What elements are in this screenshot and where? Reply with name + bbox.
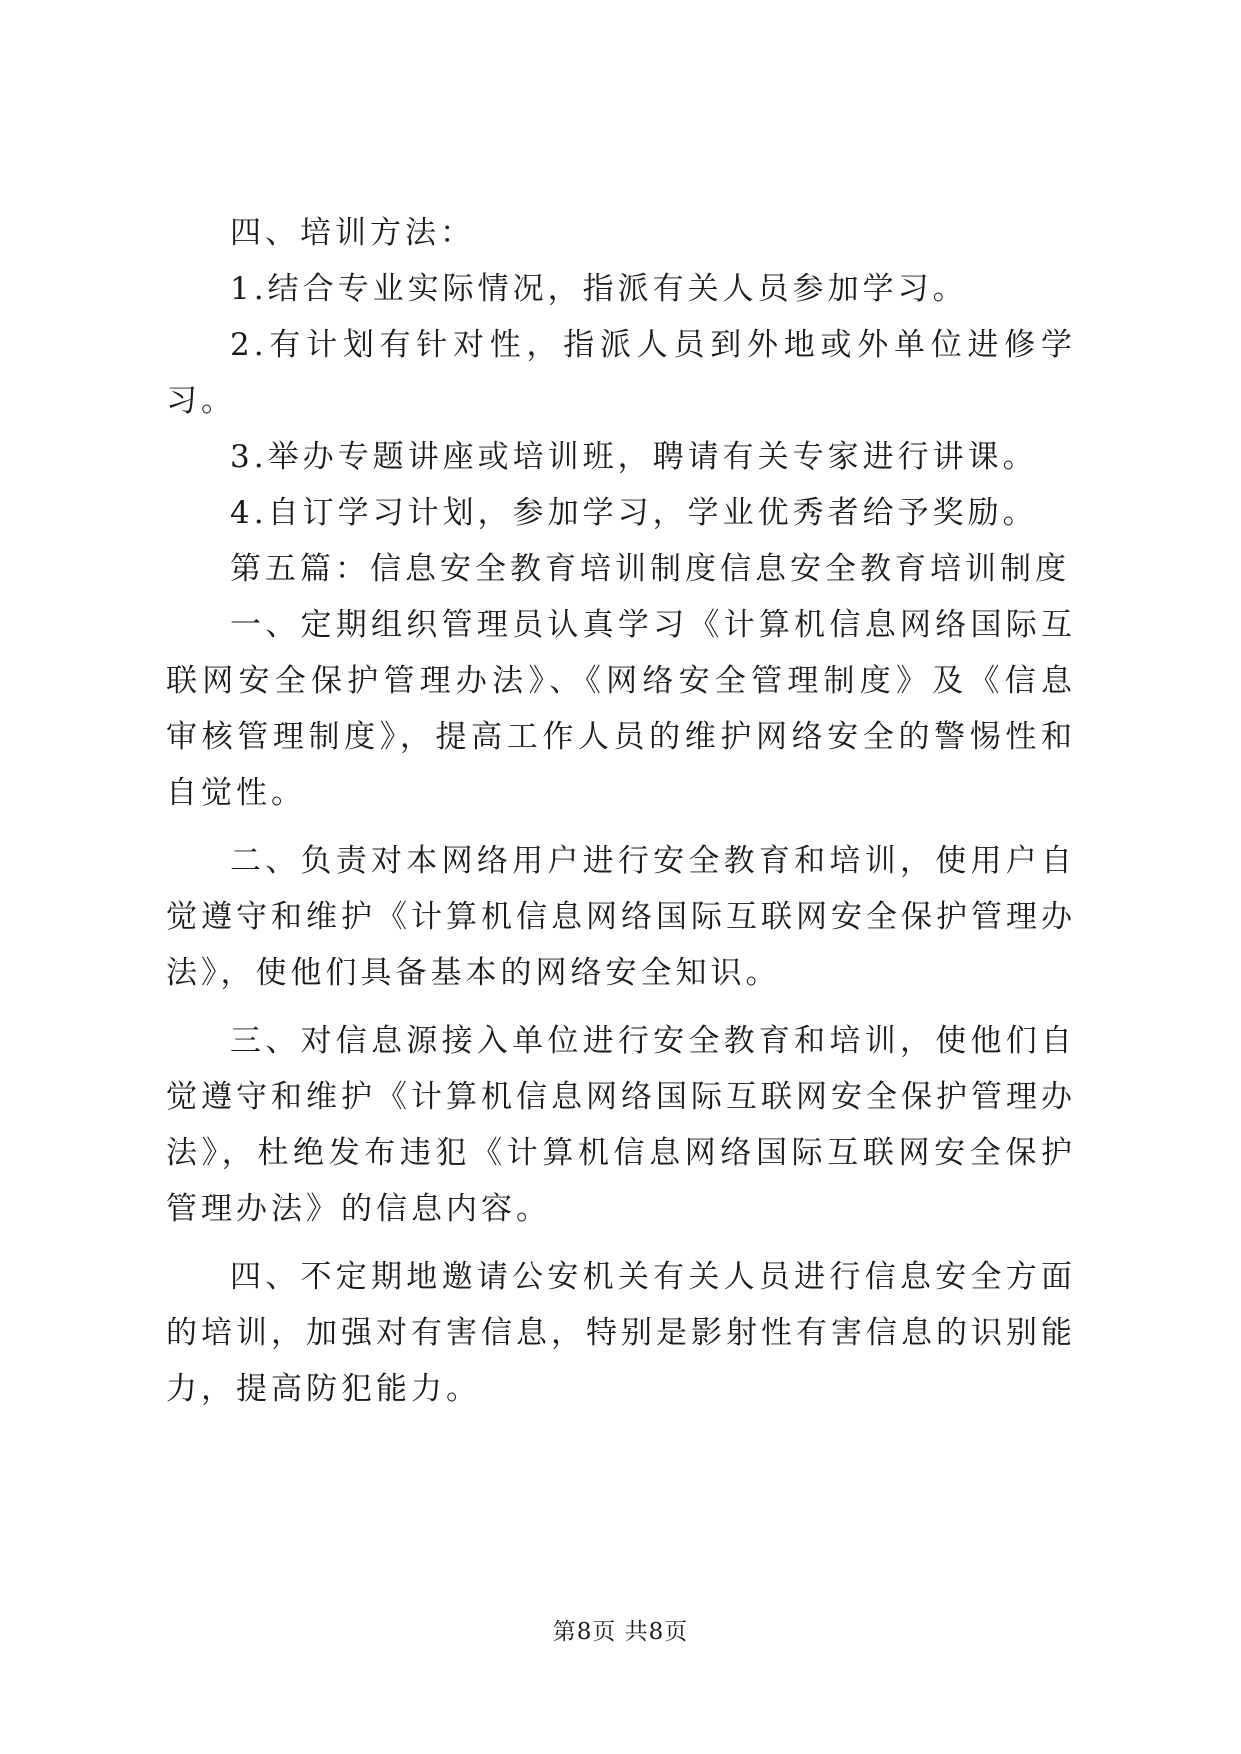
list-item-2: 2.有计划有针对性，指派人员到外地或外单位进修学习。 <box>166 327 1076 419</box>
paragraph-4: 四、不定期地邀请公安机关有关人员进行信息安全方面的培训，加强对有害信息，特别是影射性有害信息的识别能力，提高防犯能力。 <box>166 1259 1076 1407</box>
paragraph-3: 三、对信息源接入单位进行安全教育和培训，使他们自觉遵守和维护《计算机信息网络国际互联网安全保护管理办法》，杜绝发布违犯《计算机信息网络国际互联网安全保护管理办法》的信息内容。 <box>166 1023 1076 1227</box>
list-item-3: 3.举办专题讲座或培训班，聘请有关专家进行讲课。 <box>230 439 1038 475</box>
paragraph-1: 一、定期组织管理员认真学习《计算机信息网络国际互联网安全保护管理办法》、《网络安全管理制度》及《信息审核管理制度》，提高工作人员的维护网络安全的警惕性和自觉性。 <box>166 607 1076 811</box>
section-heading-training-methods: 四、培训方法： <box>230 215 475 251</box>
page-number-footer: 第8页 共8页 <box>552 1619 689 1645</box>
list-item-4: 4.自订学习计划，参加学习，学业优秀者给予奖励。 <box>230 495 1038 531</box>
list-item-1: 1.结合专业实际情况，指派有关人员参加学习。 <box>230 271 968 307</box>
document-body <box>166 205 1076 1429</box>
chapter-title: 第五篇：信息安全教育培训制度信息安全教育培训制度 <box>230 551 1070 587</box>
paragraph-2: 二、负责对本网络用户进行安全教育和培训，使用户自觉遵守和维护《计算机信息网络国际互联网安全保护管理办法》，使他们具备基本的网络安全知识。 <box>166 843 1076 991</box>
